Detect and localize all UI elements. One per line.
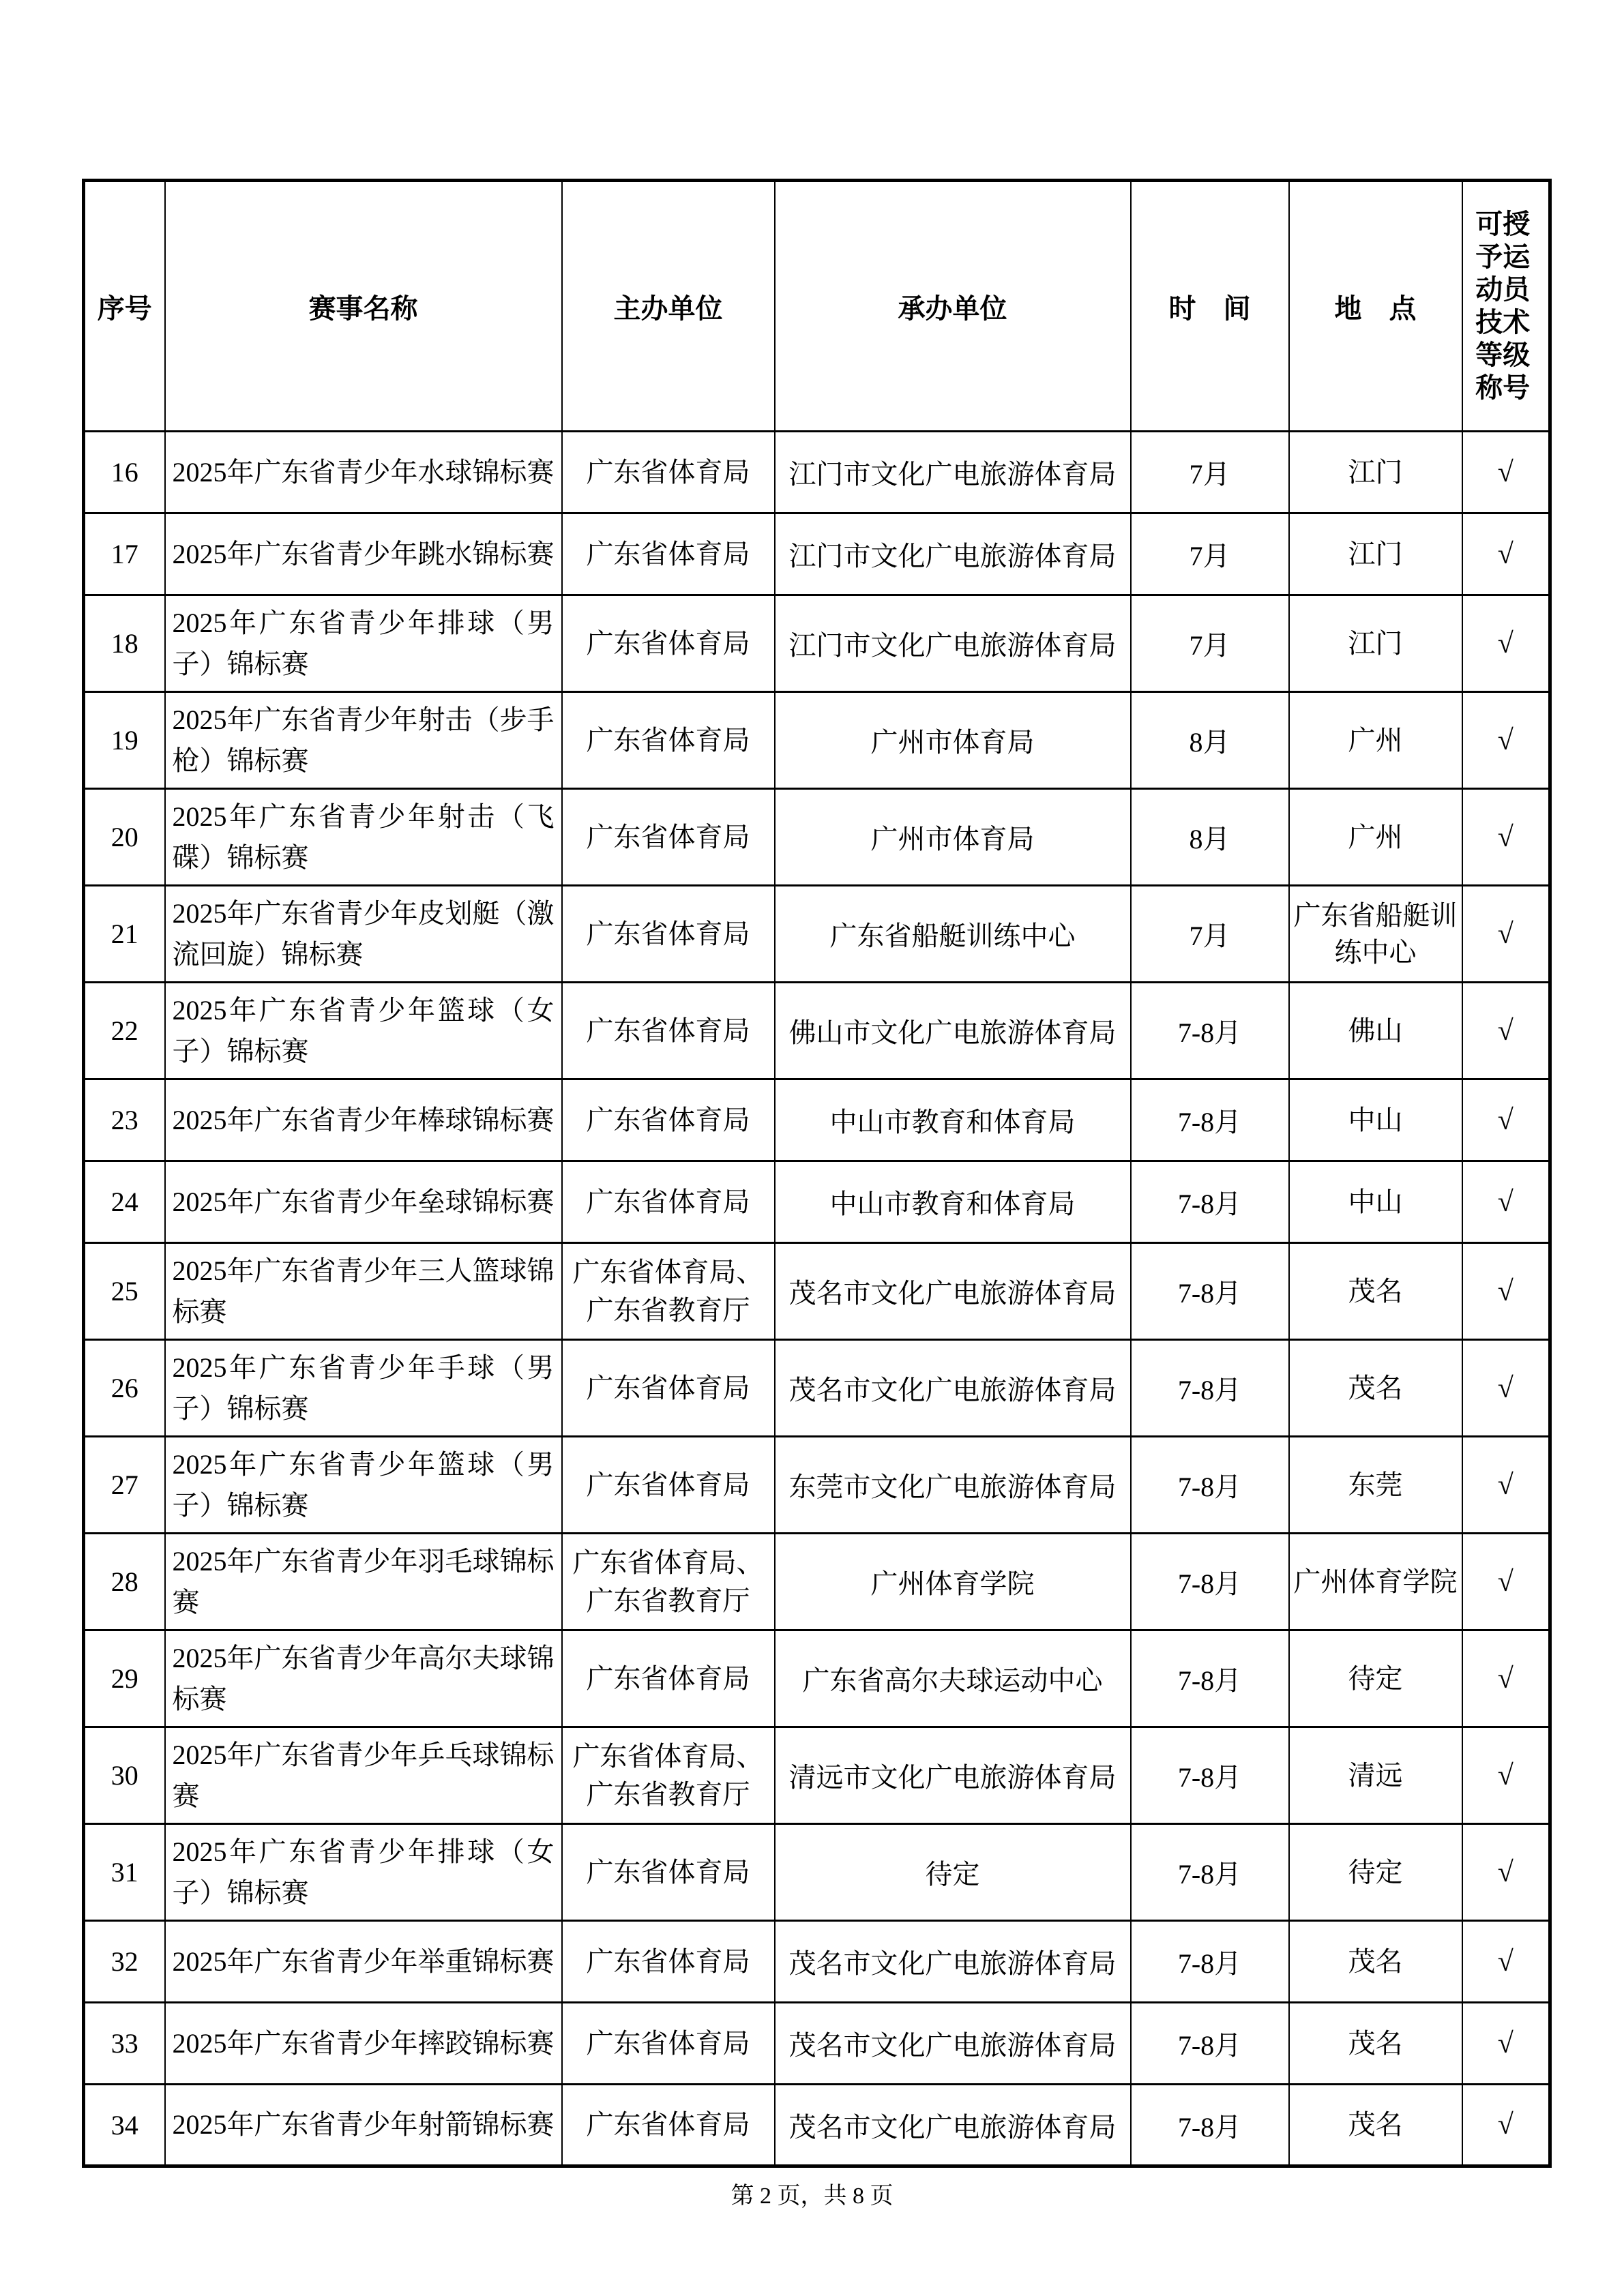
table-row [84,886,1550,983]
checkmark-icon: √ [1462,432,1550,513]
cell-time: 7月 [1131,886,1289,983]
cell-undertaker: 清远市文化广电旅游体育局 [775,1727,1131,1824]
table-row [84,595,1550,692]
cell-time: 7-8月 [1131,1824,1289,1921]
cell-organizer: 广东省体育局 [562,432,775,513]
cell-location: 清远 [1289,1727,1462,1824]
checkmark-icon: √ [1462,1921,1550,2003]
header-organizer: 主办单位 [562,181,775,432]
cell-organizer: 广东省体育局 [562,513,775,595]
cell-event-name: 2025年广东省青少年手球（男子）锦标赛 [165,1340,562,1437]
cell-undertaker: 佛山市文化广电旅游体育局 [775,983,1131,1079]
cell-location: 茂名 [1289,1921,1462,2003]
checkmark-icon: √ [1462,1727,1550,1824]
checkmark-icon: √ [1462,595,1550,692]
cell-location: 佛山 [1289,983,1462,1079]
cell-organizer: 广东省体育局 [562,1824,775,1921]
cell-organizer: 广东省体育局 [562,1437,775,1534]
cell-organizer: 广东省体育局 [562,789,775,886]
cell-index: 18 [84,595,165,692]
table-row [84,1534,1550,1630]
header-row [84,181,1550,432]
cell-location: 茂名 [1289,2003,1462,2085]
table-row [84,1437,1550,1534]
cell-time: 7-8月 [1131,1340,1289,1437]
table-row [84,1824,1550,1921]
header-event-name: 赛事名称 [165,181,562,432]
cell-location: 广州 [1289,692,1462,789]
checkmark-icon: √ [1462,1437,1550,1534]
cell-location: 待定 [1289,1630,1462,1727]
cell-time: 7-8月 [1131,1243,1289,1340]
checkmark-icon: √ [1462,983,1550,1079]
cell-index: 29 [84,1630,165,1727]
cell-index: 16 [84,432,165,513]
cell-organizer: 广东省体育局 [562,983,775,1079]
cell-index: 28 [84,1534,165,1630]
cell-event-name: 2025年广东省青少年羽毛球锦标赛 [165,1534,562,1630]
cell-index: 34 [84,2085,165,2166]
cell-event-name: 2025年广东省青少年排球（女子）锦标赛 [165,1824,562,1921]
cell-organizer: 广东省体育局 [562,1079,775,1161]
cell-undertaker: 江门市文化广电旅游体育局 [775,595,1131,692]
table-row [84,2085,1550,2166]
cell-undertaker: 待定 [775,1824,1131,1921]
header-eligibility [1462,181,1550,432]
cell-time: 7-8月 [1131,1727,1289,1824]
table-row [84,1161,1550,1243]
cell-time: 7月 [1131,513,1289,595]
cell-event-name: 2025年广东省青少年射箭锦标赛 [165,2085,562,2166]
cell-undertaker: 茂名市文化广电旅游体育局 [775,1340,1131,1437]
cell-undertaker: 中山市教育和体育局 [775,1161,1131,1243]
cell-index: 27 [84,1437,165,1534]
header-time: 时 间 [1131,181,1289,432]
cell-index: 25 [84,1243,165,1340]
cell-index: 26 [84,1340,165,1437]
cell-index: 20 [84,789,165,886]
cell-index: 21 [84,886,165,983]
cell-index: 30 [84,1727,165,1824]
checkmark-icon: √ [1462,513,1550,595]
cell-organizer: 广东省体育局 [562,2085,775,2166]
cell-organizer: 广东省体育局 [562,1340,775,1437]
page-footer: 第 2 页，共 8 页 [730,2183,894,2209]
cell-event-name: 2025年广东省青少年篮球（女子）锦标赛 [165,983,562,1079]
cell-event-name: 2025年广东省青少年水球锦标赛 [165,432,562,513]
table-row [84,1630,1550,1727]
cell-undertaker: 江门市文化广电旅游体育局 [775,513,1131,595]
cell-undertaker: 中山市教育和体育局 [775,1079,1131,1161]
cell-time: 7-8月 [1131,1079,1289,1161]
table-row [84,692,1550,789]
cell-undertaker: 茂名市文化广电旅游体育局 [775,1243,1131,1340]
cell-index: 33 [84,2003,165,2085]
cell-undertaker: 广东省船艇训练中心 [775,886,1131,983]
cell-location: 东莞 [1289,1437,1462,1534]
cell-event-name: 2025年广东省青少年三人篮球锦标赛 [165,1243,562,1340]
header-eligibility-text: 可授予运动员技术等级称号 [1475,209,1531,403]
cell-time: 7-8月 [1131,1161,1289,1243]
checkmark-icon: √ [1462,1340,1550,1437]
cell-location: 江门 [1289,432,1462,513]
cell-event-name: 2025年广东省青少年跳水锦标赛 [165,513,562,595]
cell-undertaker: 江门市文化广电旅游体育局 [775,432,1131,513]
table-row [84,513,1550,595]
table-row [84,1340,1550,1437]
cell-event-name: 2025年广东省青少年高尔夫球锦标赛 [165,1630,562,1727]
cell-undertaker: 广东省高尔夫球运动中心 [775,1630,1131,1727]
cell-event-name: 2025年广东省青少年射击（飞碟）锦标赛 [165,789,562,886]
cell-time: 7月 [1131,432,1289,513]
header-index: 序号 [84,181,165,432]
checkmark-icon: √ [1462,1824,1550,1921]
cell-index: 22 [84,983,165,1079]
cell-event-name: 2025年广东省青少年皮划艇（激流回旋）锦标赛 [165,886,562,983]
cell-index: 24 [84,1161,165,1243]
cell-organizer: 广东省体育局 [562,1161,775,1243]
checkmark-icon: √ [1462,1534,1550,1630]
cell-organizer: 广东省体育局 [562,886,775,983]
cell-time: 8月 [1131,789,1289,886]
cell-event-name: 2025年广东省青少年乒乓球锦标赛 [165,1727,562,1824]
cell-index: 19 [84,692,165,789]
cell-undertaker: 茂名市文化广电旅游体育局 [775,2085,1131,2166]
checkmark-icon: √ [1462,886,1550,983]
cell-organizer: 广东省体育局 [562,692,775,789]
cell-location: 中山 [1289,1161,1462,1243]
table-row [84,432,1550,513]
checkmark-icon: √ [1462,1630,1550,1727]
cell-organizer: 广东省体育局、广东省教育厅 [562,1243,775,1340]
cell-event-name: 2025年广东省青少年摔跤锦标赛 [165,2003,562,2085]
cell-organizer: 广东省体育局 [562,2003,775,2085]
table-row [84,1243,1550,1340]
table-row [84,1727,1550,1824]
cell-index: 32 [84,1921,165,2003]
cell-index: 17 [84,513,165,595]
cell-undertaker: 广州体育学院 [775,1534,1131,1630]
cell-time: 8月 [1131,692,1289,789]
cell-location: 江门 [1289,513,1462,595]
cell-organizer: 广东省体育局 [562,595,775,692]
cell-event-name: 2025年广东省青少年篮球（男子）锦标赛 [165,1437,562,1534]
cell-event-name: 2025年广东省青少年射击（步手枪）锦标赛 [165,692,562,789]
cell-location: 江门 [1289,595,1462,692]
cell-location: 中山 [1289,1079,1462,1161]
cell-location: 茂名 [1289,1340,1462,1437]
cell-event-name: 2025年广东省青少年排球（男子）锦标赛 [165,595,562,692]
cell-event-name: 2025年广东省青少年举重锦标赛 [165,1921,562,2003]
cell-organizer: 广东省体育局、广东省教育厅 [562,1534,775,1630]
cell-location: 广州体育学院 [1289,1534,1462,1630]
cell-time: 7-8月 [1131,983,1289,1079]
cell-time: 7月 [1131,595,1289,692]
cell-time: 7-8月 [1131,1534,1289,1630]
cell-undertaker: 广州市体育局 [775,692,1131,789]
cell-location: 茂名 [1289,1243,1462,1340]
cell-undertaker: 茂名市文化广电旅游体育局 [775,1921,1131,2003]
cell-time: 7-8月 [1131,1437,1289,1534]
table-row [84,789,1550,886]
table-row [84,2003,1550,2085]
cell-time: 7-8月 [1131,1921,1289,2003]
checkmark-icon: √ [1462,2003,1550,2085]
events-table [82,179,1552,2168]
table-row [84,983,1550,1079]
header-location: 地 点 [1289,181,1462,432]
cell-undertaker: 茂名市文化广电旅游体育局 [775,2003,1131,2085]
cell-event-name: 2025年广东省青少年垒球锦标赛 [165,1161,562,1243]
checkmark-icon: √ [1462,789,1550,886]
cell-index: 31 [84,1824,165,1921]
table-row [84,1921,1550,2003]
cell-undertaker: 广州市体育局 [775,789,1131,886]
cell-location: 广东省船艇训练中心 [1289,886,1462,983]
checkmark-icon: √ [1462,2085,1550,2166]
cell-time: 7-8月 [1131,2003,1289,2085]
cell-organizer: 广东省体育局 [562,1921,775,2003]
checkmark-icon: √ [1462,1161,1550,1243]
cell-location: 广州 [1289,789,1462,886]
checkmark-icon: √ [1462,1079,1550,1161]
header-undertaker: 承办单位 [775,181,1131,432]
cell-time: 7-8月 [1131,1630,1289,1727]
cell-time: 7-8月 [1131,2085,1289,2166]
cell-index: 23 [84,1079,165,1161]
checkmark-icon: √ [1462,692,1550,789]
cell-location: 待定 [1289,1824,1462,1921]
cell-organizer: 广东省体育局、广东省教育厅 [562,1727,775,1824]
cell-location: 茂名 [1289,2085,1462,2166]
checkmark-icon: √ [1462,1243,1550,1340]
cell-undertaker: 东莞市文化广电旅游体育局 [775,1437,1131,1534]
table-row [84,1079,1550,1161]
cell-event-name: 2025年广东省青少年棒球锦标赛 [165,1079,562,1161]
cell-organizer: 广东省体育局 [562,1630,775,1727]
